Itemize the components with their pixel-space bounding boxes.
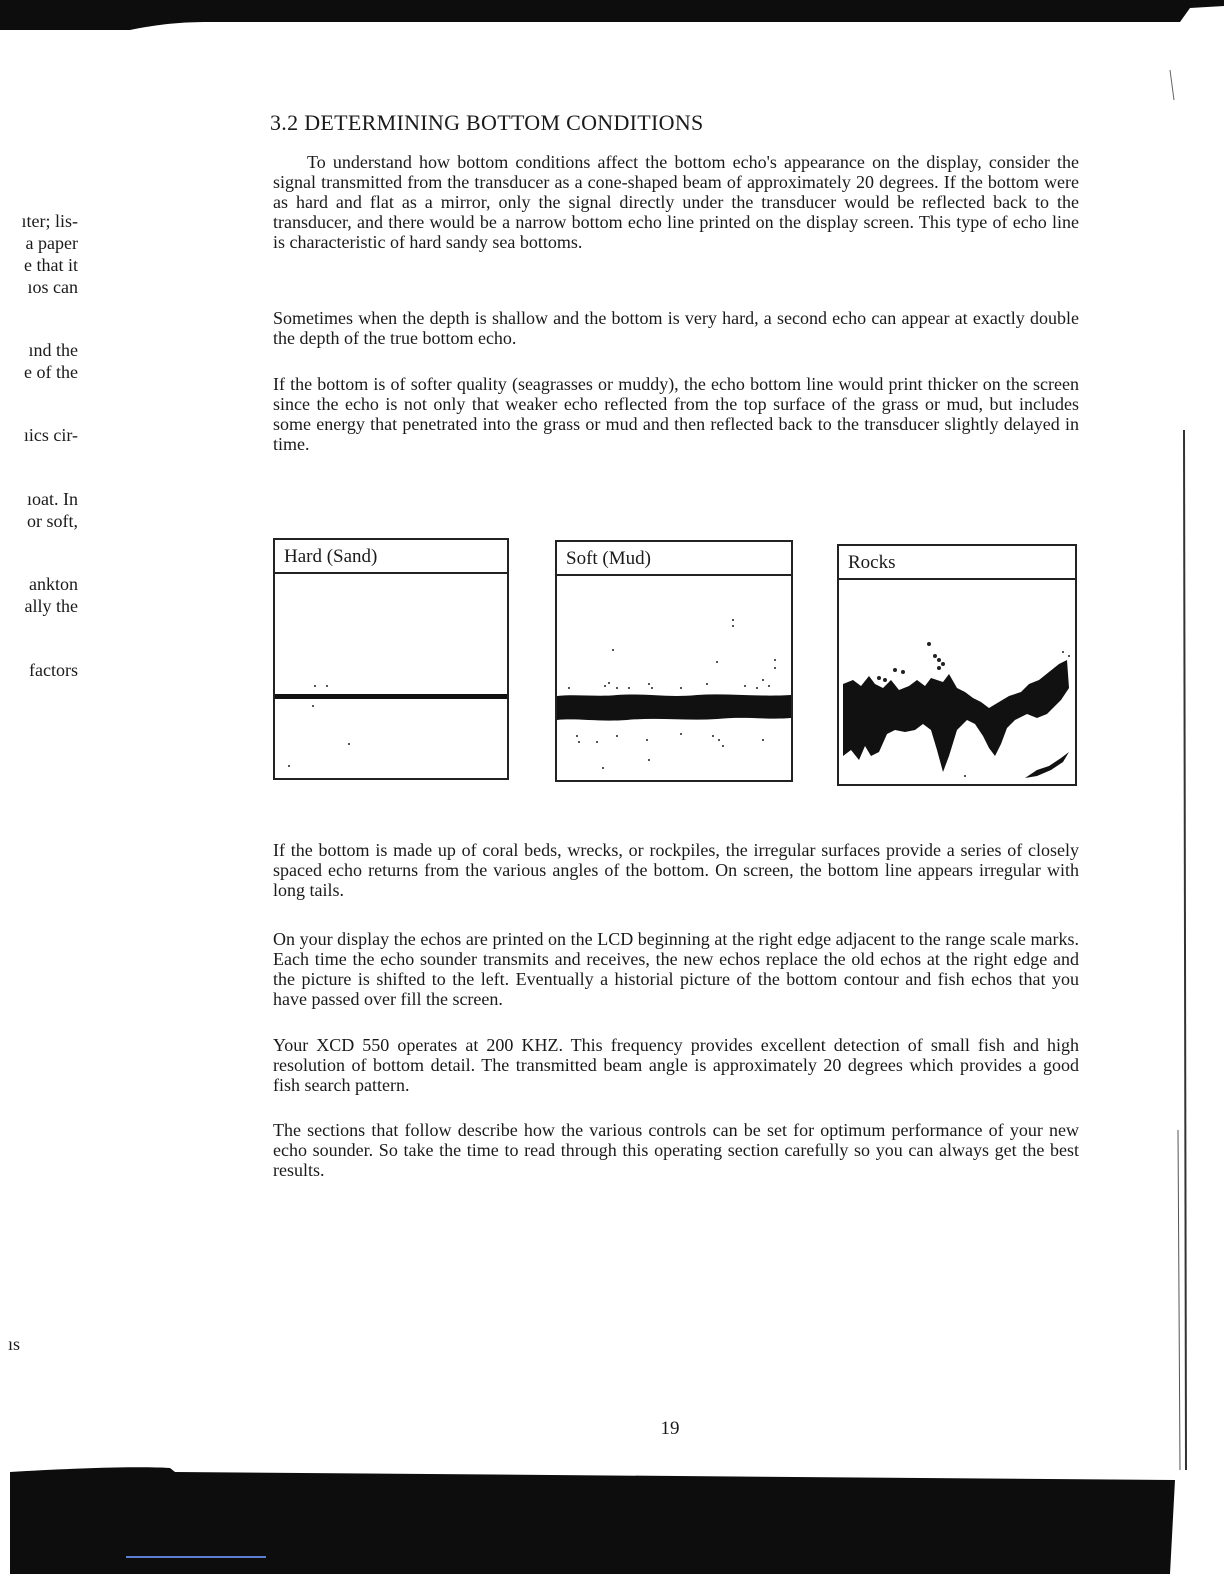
- panel-label: Soft (Mud): [557, 542, 791, 576]
- echo-panel-hard-sand: [273, 538, 509, 780]
- echo-panel-rocks: [837, 544, 1077, 786]
- margin-fragment: ıics cir-: [23, 425, 78, 445]
- paragraph-second-echo: Sometimes when the depth is shallow and the bottom is very hard, a second echo can appear at exactly double the depth of the true bottom echo.: [273, 308, 1079, 348]
- margin-fragment: ankton: [29, 574, 78, 594]
- page-number: 19: [660, 1418, 680, 1439]
- panel-label: Rocks: [839, 546, 1075, 580]
- rock-bottom-echo-graphic: [839, 580, 1075, 784]
- margin-fragment: ınd the: [28, 340, 78, 360]
- soft-bottom-echo-graphic: [557, 576, 791, 780]
- margin-fragment: ıter; lis-: [21, 211, 78, 231]
- panel-label: Hard (Sand): [275, 540, 507, 574]
- paragraph-soft-bottom: If the bottom is of softer quality (seagrasses or muddy), the echo bottom line would print thicker on the screen since the echo is not only that weaker echo reflected from the top surface of the grass or mud, but includes some energy that penetrated into the grass or mud and then reflected back to the transducer slightly delayed in time.: [273, 374, 1079, 454]
- margin-fragment: a paper: [25, 233, 78, 253]
- hard-bottom-echo-graphic: [275, 574, 507, 778]
- margin-fragment: factors: [29, 660, 78, 680]
- paragraph-rocky-bottom: If the bottom is made up of coral beds, wrecks, or rockpiles, the irregular surfaces provide a series of closely spaced echo returns from the various angles of the bottom. On screen, the bottom line appears irregular with long tails.: [273, 840, 1079, 900]
- section-heading: 3.2 DETERMINING BOTTOM CONDITIONS: [270, 110, 704, 135]
- margin-fragment: ıos can: [27, 277, 78, 297]
- paragraph-following-sections: The sections that follow describe how the various controls can be set for optimum performance of your new echo sounder. So take the time to read through this operating section carefully so you can always get the best results.: [273, 1120, 1079, 1180]
- top-scan-band: [0, 0, 1224, 30]
- bottom-scan-band: [0, 1462, 1224, 1584]
- margin-fragment: ally the: [24, 596, 78, 616]
- paragraph-beam-explanation: To understand how bottom conditions affect the bottom echo's appearance on the display, consider the signal transmitted from the transducer as a cone-shaped beam of approximately 20 degrees. If the bottom were as hard and flat as a mirror, only the signal directly under the transducer would be reflected back to the transducer, and there would be a narrow bottom echo line printed on the display screen. This type of echo line is characteristic of hard sandy sea bottoms.: [273, 152, 1079, 252]
- paragraph-lcd-display: On your display the echos are printed on the LCD beginning at the right edge adjacent to the range scale marks. Each time the echo sounder transmits and receives, the new echos replace the old echos at the right edge and the picture is shifted to the left. Eventually a historial picture of the bottom contour and fish echos that you have passed over fill the screen.: [273, 929, 1079, 1009]
- footer-rule: [126, 1556, 266, 1558]
- margin-fragment: ıoat. In: [27, 489, 78, 509]
- margin-fragment: e of the: [24, 362, 78, 382]
- right-scan-edge: [1160, 30, 1200, 1470]
- margin-fragment: or soft,: [27, 511, 78, 531]
- paragraph-frequency: Your XCD 550 operates at 200 KHZ. This frequency provides excellent detection of small fish and high resolution of bottom detail. The transmitted beam angle is approximately 20 degrees which provides a good fish search pattern.: [273, 1035, 1079, 1095]
- margin-fragment: e that it: [24, 255, 78, 275]
- echo-panel-soft-mud: [555, 540, 793, 782]
- margin-fragment: ıs: [7, 1334, 20, 1354]
- facing-page-fragments: [0, 0, 90, 1400]
